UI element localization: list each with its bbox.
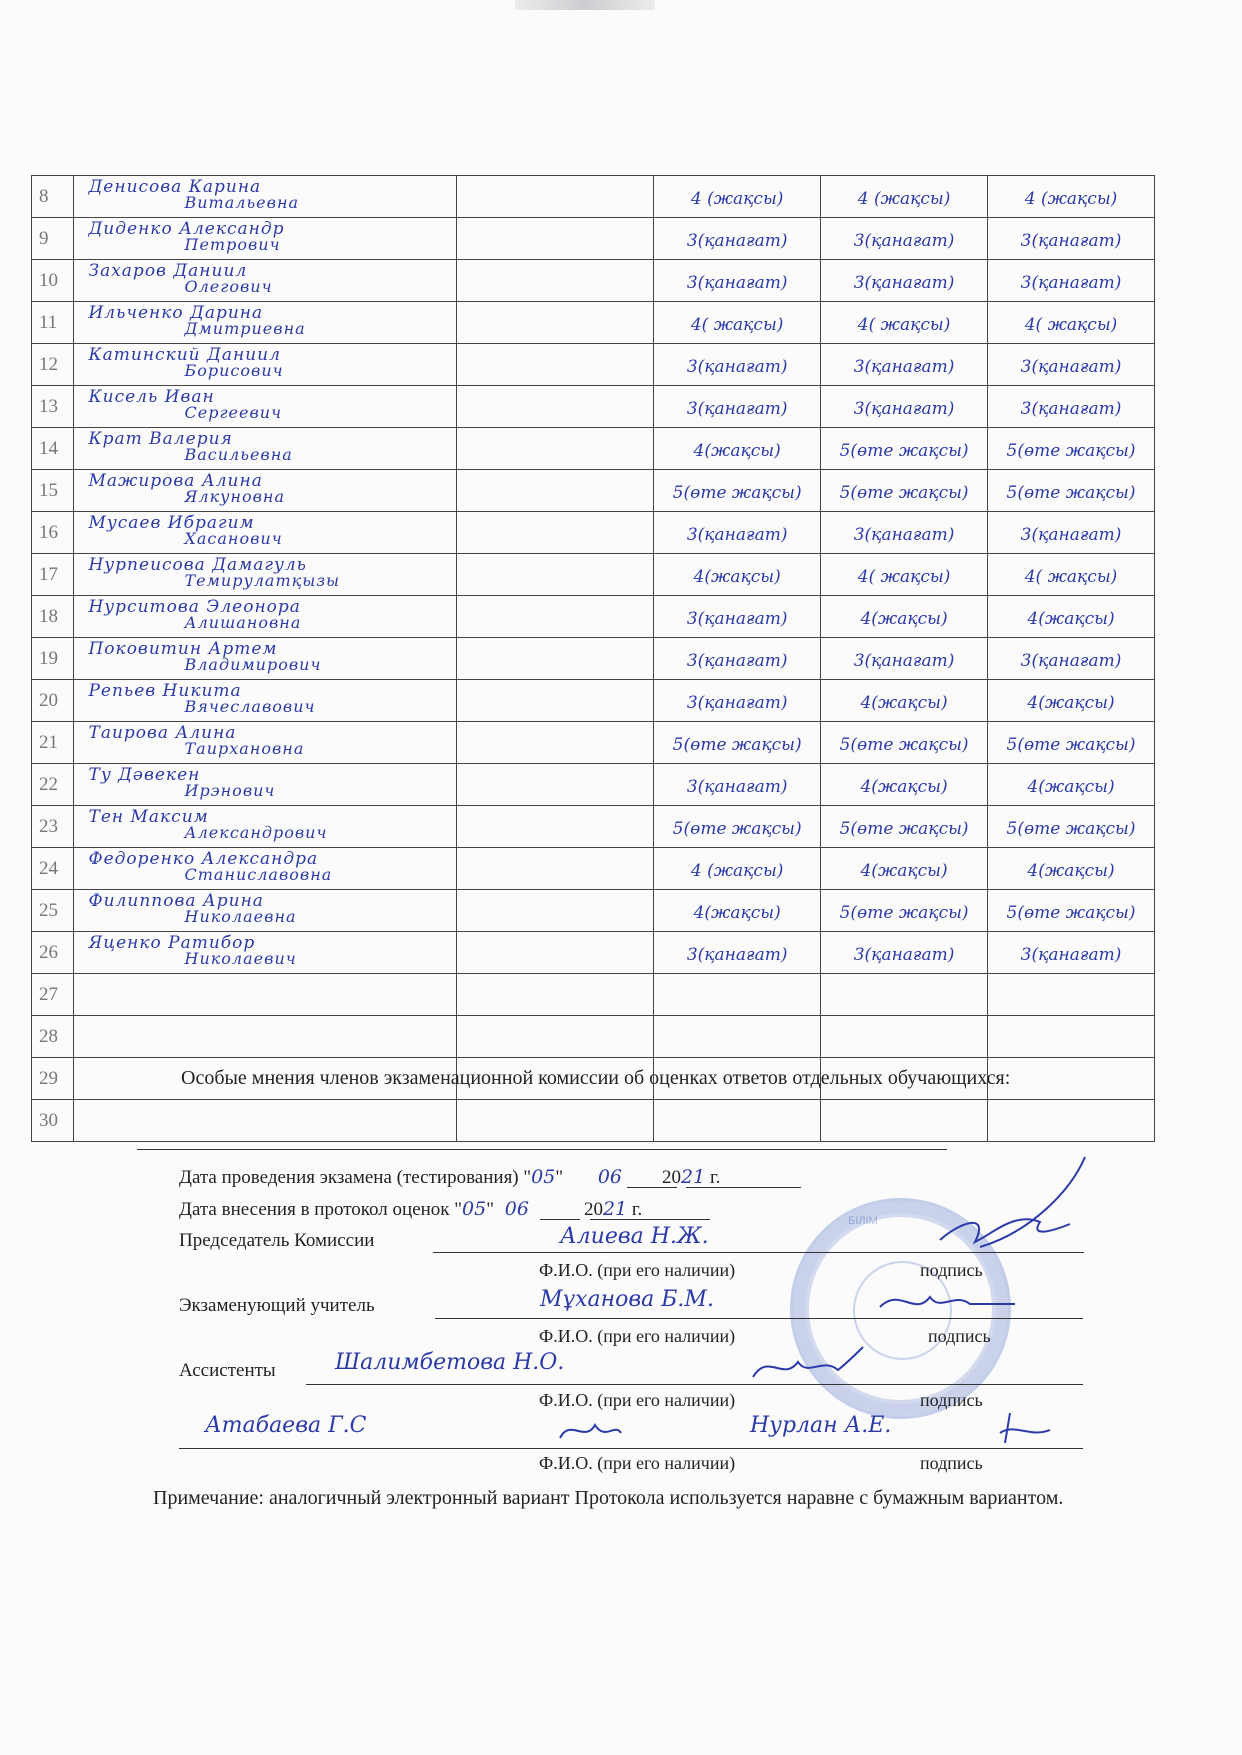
chairman-name: Алиева Н.Ж. bbox=[560, 1224, 709, 1249]
examiner-signature bbox=[875, 1282, 1025, 1322]
grade-cell-3: 5(өте жақсы) bbox=[988, 806, 1155, 848]
table-row bbox=[32, 932, 1155, 974]
chairman-label: Председатель Комиссии bbox=[179, 1230, 375, 1251]
grade-cell-2: 3(қанағат) bbox=[821, 218, 988, 260]
grade-cell-1: 4(жақсы) bbox=[654, 554, 821, 596]
grade-cell-3: 5(өте жақсы) bbox=[988, 890, 1155, 932]
student-name-cell bbox=[74, 596, 456, 638]
grade-cell-3: 5(өте жақсы) bbox=[988, 470, 1155, 512]
student-patronymic: Сергеевич bbox=[184, 403, 283, 422]
row-number: 13 bbox=[32, 386, 74, 428]
grade-cell-3: 5(өте жақсы) bbox=[988, 722, 1155, 764]
table-row bbox=[32, 1016, 1155, 1058]
special-opinions-text: Особые мнения членов экзаменационной комиссии об оценках ответов отдельных обучающихся: bbox=[181, 1067, 1011, 1089]
table-row bbox=[32, 176, 1155, 218]
assistants-underline-2 bbox=[179, 1448, 1083, 1449]
student-name-cell bbox=[74, 386, 456, 428]
grade-cell-3: 4(жақсы) bbox=[988, 596, 1155, 638]
assistant-name-1: Шалимбетова Н.О. bbox=[335, 1350, 565, 1375]
opinions-divider bbox=[137, 1149, 947, 1150]
grade-cell-1: 3(қанағат) bbox=[654, 260, 821, 302]
blank-cell bbox=[456, 386, 653, 428]
grade-cell-3: 3(қанағат) bbox=[988, 512, 1155, 554]
student-patronymic: Таирхановна bbox=[184, 739, 305, 758]
grade-cell-1: 3(қанағат) bbox=[654, 680, 821, 722]
table-row bbox=[32, 806, 1155, 848]
student-patronymic: Владимирович bbox=[184, 655, 322, 674]
blank-cell bbox=[456, 764, 653, 806]
student-name-cell bbox=[74, 1016, 456, 1058]
grade-cell-3 bbox=[988, 974, 1155, 1016]
student-patronymic: Олегович bbox=[184, 277, 273, 296]
student-patronymic: Николаевич bbox=[184, 949, 297, 968]
grade-cell-2: 5(өте жақсы) bbox=[821, 890, 988, 932]
entry-date-month: 06 bbox=[504, 1198, 529, 1220]
student-name-cell bbox=[74, 302, 456, 344]
entry-date-day: 05 bbox=[462, 1198, 487, 1220]
blank-cell bbox=[456, 1100, 653, 1142]
student-surname-first-name: Яценко Ратибор bbox=[88, 933, 256, 953]
table-row bbox=[32, 428, 1155, 470]
grade-cell-3: 4( жақсы) bbox=[988, 554, 1155, 596]
grade-cell-2: 3(қанағат) bbox=[821, 638, 988, 680]
grade-cell-2: 3(қанағат) bbox=[821, 932, 988, 974]
assistant-name-3: Нурлан А.Е. bbox=[750, 1413, 892, 1438]
grades-table-body bbox=[32, 176, 1155, 1142]
grade-cell-1: 4(жақсы) bbox=[654, 428, 821, 470]
student-name-cell bbox=[74, 428, 456, 470]
row-number: 23 bbox=[32, 806, 74, 848]
student-surname-first-name: Федоренко Александра bbox=[88, 849, 319, 869]
student-name-cell bbox=[74, 554, 456, 596]
stamp-text: БІЛІМ bbox=[848, 1215, 878, 1227]
student-patronymic: Борисович bbox=[184, 361, 284, 380]
table-row bbox=[32, 302, 1155, 344]
table-row bbox=[32, 554, 1155, 596]
grade-cell-1: 3(қанағат) bbox=[654, 638, 821, 680]
table-row bbox=[32, 764, 1155, 806]
grade-cell-2: 4(жақсы) bbox=[821, 848, 988, 890]
row-number: 20 bbox=[32, 680, 74, 722]
assistants-fio-caption: Ф.И.О. (при его наличии) bbox=[539, 1390, 736, 1410]
note-text: Примечание: аналогичный электронный вариант Протокола используется наравне с бумажным вариантом. bbox=[153, 1487, 1064, 1509]
blank-cell bbox=[456, 470, 653, 512]
student-patronymic: Дмитриевна bbox=[184, 319, 306, 338]
grade-cell-1: 4( жақсы) bbox=[654, 302, 821, 344]
assistant-signature-2 bbox=[555, 1413, 625, 1448]
grade-cell-1: 3(қанағат) bbox=[654, 764, 821, 806]
row-number: 18 bbox=[32, 596, 74, 638]
student-patronymic: Темирулатқызы bbox=[184, 571, 341, 590]
chairman-signature bbox=[920, 1152, 1095, 1262]
grade-cell-1: 5(өте жақсы) bbox=[654, 806, 821, 848]
assistant2-signature-caption: подпись bbox=[920, 1453, 983, 1473]
student-surname-first-name: Мусаев Ибрагим bbox=[88, 513, 255, 533]
row-number: 24 bbox=[32, 848, 74, 890]
grade-cell-1: 5(өте жақсы) bbox=[654, 470, 821, 512]
table-row bbox=[32, 848, 1155, 890]
grade-cell-3: 3(қанағат) bbox=[988, 218, 1155, 260]
row-number: 29 bbox=[32, 1058, 74, 1100]
student-surname-first-name: Поковитин Артем bbox=[88, 639, 278, 659]
student-surname-first-name: Нурпеисова Дамагуль bbox=[88, 555, 307, 575]
row-number: 12 bbox=[32, 344, 74, 386]
row-number: 27 bbox=[32, 974, 74, 1016]
student-surname-first-name: Мажирова Алина bbox=[88, 471, 263, 491]
table-row bbox=[32, 1100, 1155, 1142]
entry-date-year: 21 bbox=[602, 1198, 628, 1220]
student-surname-first-name: Захаров Даниил bbox=[88, 261, 248, 281]
examiner-fio-caption: Ф.И.О. (при его наличии) bbox=[539, 1326, 736, 1346]
student-patronymic: Хасанович bbox=[184, 529, 283, 548]
blank-cell bbox=[456, 554, 653, 596]
table-row bbox=[32, 680, 1155, 722]
blank-cell bbox=[456, 344, 653, 386]
blank-cell bbox=[456, 680, 653, 722]
grade-cell-2 bbox=[821, 974, 988, 1016]
scan-header-mark bbox=[515, 0, 655, 10]
row-number: 9 bbox=[32, 218, 74, 260]
assistant2-fio-caption: Ф.И.О. (при его наличии) bbox=[539, 1453, 736, 1473]
grade-cell-3: 5(өте жақсы) bbox=[988, 428, 1155, 470]
blank-cell bbox=[456, 596, 653, 638]
grade-cell-3: 4( жақсы) bbox=[988, 302, 1155, 344]
student-surname-first-name: Крат Валерия bbox=[88, 429, 233, 449]
grade-cell-2: 5(өте жақсы) bbox=[821, 722, 988, 764]
grade-cell-2: 4( жақсы) bbox=[821, 554, 988, 596]
table-row bbox=[32, 470, 1155, 512]
table-row bbox=[32, 596, 1155, 638]
grade-cell-2: 4(жақсы) bbox=[821, 680, 988, 722]
blank-cell bbox=[456, 890, 653, 932]
blank-cell bbox=[456, 974, 653, 1016]
table-row bbox=[32, 638, 1155, 680]
grade-cell-1: 3(қанағат) bbox=[654, 218, 821, 260]
student-name-cell bbox=[74, 344, 456, 386]
grade-cell-1 bbox=[654, 1100, 821, 1142]
student-name-cell bbox=[74, 512, 456, 554]
student-surname-first-name: Ту Дәвекен bbox=[88, 765, 201, 785]
student-patronymic: Ялкуновна bbox=[184, 487, 285, 506]
grade-cell-1 bbox=[654, 1016, 821, 1058]
entry-date-day-underline bbox=[540, 1219, 580, 1220]
student-surname-first-name: Тен Максим bbox=[88, 807, 209, 827]
assistant-signature-3 bbox=[995, 1408, 1055, 1450]
grade-cell-2: 4( жақсы) bbox=[821, 302, 988, 344]
table-row bbox=[32, 512, 1155, 554]
grade-cell-1: 3(қанағат) bbox=[654, 344, 821, 386]
table-row bbox=[32, 218, 1155, 260]
grade-cell-1: 4 (жақсы) bbox=[654, 848, 821, 890]
student-surname-first-name: Ильченко Дарина bbox=[88, 303, 264, 323]
grade-cell-2: 5(өте жақсы) bbox=[821, 806, 988, 848]
grade-cell-1: 3(қанағат) bbox=[654, 386, 821, 428]
row-number: 14 bbox=[32, 428, 74, 470]
blank-cell bbox=[456, 302, 653, 344]
assistant-name-2: Атабаева Г.С bbox=[205, 1413, 367, 1438]
student-name-cell bbox=[74, 638, 456, 680]
student-patronymic: Васильевна bbox=[184, 445, 293, 464]
blank-cell bbox=[456, 848, 653, 890]
entry-date-month-underline bbox=[590, 1219, 710, 1220]
grade-cell-3 bbox=[988, 1016, 1155, 1058]
student-patronymic: Ирэнович bbox=[184, 781, 276, 800]
grade-cell-1: 5(өте жақсы) bbox=[654, 722, 821, 764]
student-patronymic: Витальевна bbox=[184, 193, 300, 212]
student-surname-first-name: Катинский Даниил bbox=[88, 345, 281, 365]
blank-cell bbox=[456, 638, 653, 680]
grade-cell-2: 3(қанағат) bbox=[821, 386, 988, 428]
student-name-cell bbox=[74, 470, 456, 512]
examiner-signature-caption: подпись bbox=[928, 1326, 991, 1346]
blank-cell bbox=[456, 218, 653, 260]
student-name-cell bbox=[74, 1100, 456, 1142]
assistants-underline bbox=[306, 1384, 1083, 1385]
student-name-cell bbox=[74, 890, 456, 932]
blank-cell bbox=[456, 260, 653, 302]
student-surname-first-name: Кисель Иван bbox=[88, 387, 215, 407]
table-row bbox=[32, 974, 1155, 1016]
grade-cell-3: 3(қанағат) bbox=[988, 260, 1155, 302]
row-number: 28 bbox=[32, 1016, 74, 1058]
row-number: 22 bbox=[32, 764, 74, 806]
grade-cell-2: 5(өте жақсы) bbox=[821, 470, 988, 512]
row-number: 15 bbox=[32, 470, 74, 512]
grades-table bbox=[31, 175, 1155, 1142]
assistants-label: Ассистенты bbox=[179, 1360, 276, 1381]
row-number: 17 bbox=[32, 554, 74, 596]
row-number: 26 bbox=[32, 932, 74, 974]
table-row bbox=[32, 386, 1155, 428]
blank-cell bbox=[456, 1016, 653, 1058]
grade-cell-3: 4(жақсы) bbox=[988, 680, 1155, 722]
row-number: 10 bbox=[32, 260, 74, 302]
student-name-cell bbox=[74, 974, 456, 1016]
exam-date-month: 06 bbox=[597, 1166, 623, 1188]
exam-date-day: 05 bbox=[531, 1166, 556, 1188]
grade-cell-3: 3(қанағат) bbox=[988, 638, 1155, 680]
table-row bbox=[32, 722, 1155, 764]
grade-cell-2: 3(қанағат) bbox=[821, 344, 988, 386]
row-number: 30 bbox=[32, 1100, 74, 1142]
grade-cell-2: 4(жақсы) bbox=[821, 764, 988, 806]
exam-date-line: Дата проведения экзамена (тестирования) "05" 06 2021 г. bbox=[179, 1166, 721, 1188]
grade-cell-1 bbox=[654, 974, 821, 1016]
student-name-cell bbox=[74, 722, 456, 764]
grade-cell-1: 3(қанағат) bbox=[654, 596, 821, 638]
student-name-cell bbox=[74, 848, 456, 890]
student-surname-first-name: Нурситова Элеонора bbox=[88, 597, 301, 617]
student-name-cell bbox=[74, 806, 456, 848]
assistants-signature-caption: подпись bbox=[920, 1390, 983, 1410]
table-row bbox=[32, 344, 1155, 386]
grade-cell-3: 3(қанағат) bbox=[988, 386, 1155, 428]
exam-date-month-underline bbox=[686, 1187, 801, 1188]
student-patronymic: Петрович bbox=[184, 235, 281, 254]
chairman-signature-caption: подпись bbox=[920, 1260, 983, 1280]
grade-cell-1: 3(қанағат) bbox=[654, 932, 821, 974]
grade-cell-1: 4 (жақсы) bbox=[654, 176, 821, 218]
examiner-label: Экзаменующий учитель bbox=[179, 1295, 375, 1316]
row-number: 21 bbox=[32, 722, 74, 764]
grade-cell-2 bbox=[821, 1100, 988, 1142]
grade-cell-3: 4(жақсы) bbox=[988, 764, 1155, 806]
entry-date-line: Дата внесения в протокол оценок "05" 06 2021 г. bbox=[179, 1198, 643, 1220]
blank-cell bbox=[456, 176, 653, 218]
blank-cell bbox=[456, 722, 653, 764]
grade-cell-3: 3(қанағат) bbox=[988, 344, 1155, 386]
row-number: 16 bbox=[32, 512, 74, 554]
student-patronymic: Станиславовна bbox=[184, 865, 333, 884]
student-name-cell bbox=[74, 764, 456, 806]
assistant-signature-1 bbox=[748, 1342, 868, 1387]
grade-cell-2: 5(өте жақсы) bbox=[821, 428, 988, 470]
grade-cell-1: 3(қанағат) bbox=[654, 512, 821, 554]
table-row bbox=[32, 890, 1155, 932]
student-surname-first-name: Филиппова Арина bbox=[88, 891, 264, 911]
exam-date-year: 21 bbox=[681, 1166, 706, 1188]
grade-cell-2: 3(қанағат) bbox=[821, 260, 988, 302]
student-patronymic: Алишановна bbox=[184, 613, 302, 632]
blank-cell bbox=[456, 806, 653, 848]
student-surname-first-name: Таирова Алина bbox=[88, 723, 237, 743]
student-surname-first-name: Денисова Карина bbox=[88, 177, 262, 197]
blank-cell bbox=[456, 932, 653, 974]
blank-cell bbox=[456, 512, 653, 554]
student-name-cell bbox=[74, 260, 456, 302]
student-patronymic: Вячеславович bbox=[184, 697, 316, 716]
grade-cell-3 bbox=[988, 1100, 1155, 1142]
chairman-fio-caption: Ф.И.О. (при его наличии) bbox=[539, 1260, 736, 1280]
student-surname-first-name: Диденко Александр bbox=[88, 219, 285, 239]
student-surname-first-name: Репьев Никита bbox=[88, 681, 242, 701]
row-number: 8 bbox=[32, 176, 74, 218]
grade-cell-1: 4(жақсы) bbox=[654, 890, 821, 932]
grade-cell-3: 4 (жақсы) bbox=[988, 176, 1155, 218]
grade-cell-2 bbox=[821, 1016, 988, 1058]
student-name-cell bbox=[74, 176, 456, 218]
blank-cell bbox=[456, 428, 653, 470]
table-row bbox=[32, 260, 1155, 302]
student-patronymic: Александрович bbox=[184, 823, 328, 842]
grade-cell-2: 4 (жақсы) bbox=[821, 176, 988, 218]
grade-cell-3: 3(қанағат) bbox=[988, 932, 1155, 974]
row-number: 19 bbox=[32, 638, 74, 680]
exam-date-day-underline bbox=[627, 1187, 677, 1188]
examiner-name: Мұханова Б.М. bbox=[540, 1287, 714, 1312]
student-name-cell bbox=[74, 218, 456, 260]
student-name-cell bbox=[74, 680, 456, 722]
grade-cell-3: 4(жақсы) bbox=[988, 848, 1155, 890]
row-number: 11 bbox=[32, 302, 74, 344]
row-number: 25 bbox=[32, 890, 74, 932]
student-patronymic: Николаевна bbox=[184, 907, 297, 926]
grade-cell-2: 3(қанағат) bbox=[821, 512, 988, 554]
grade-cell-2: 4(жақсы) bbox=[821, 596, 988, 638]
student-name-cell bbox=[74, 932, 456, 974]
